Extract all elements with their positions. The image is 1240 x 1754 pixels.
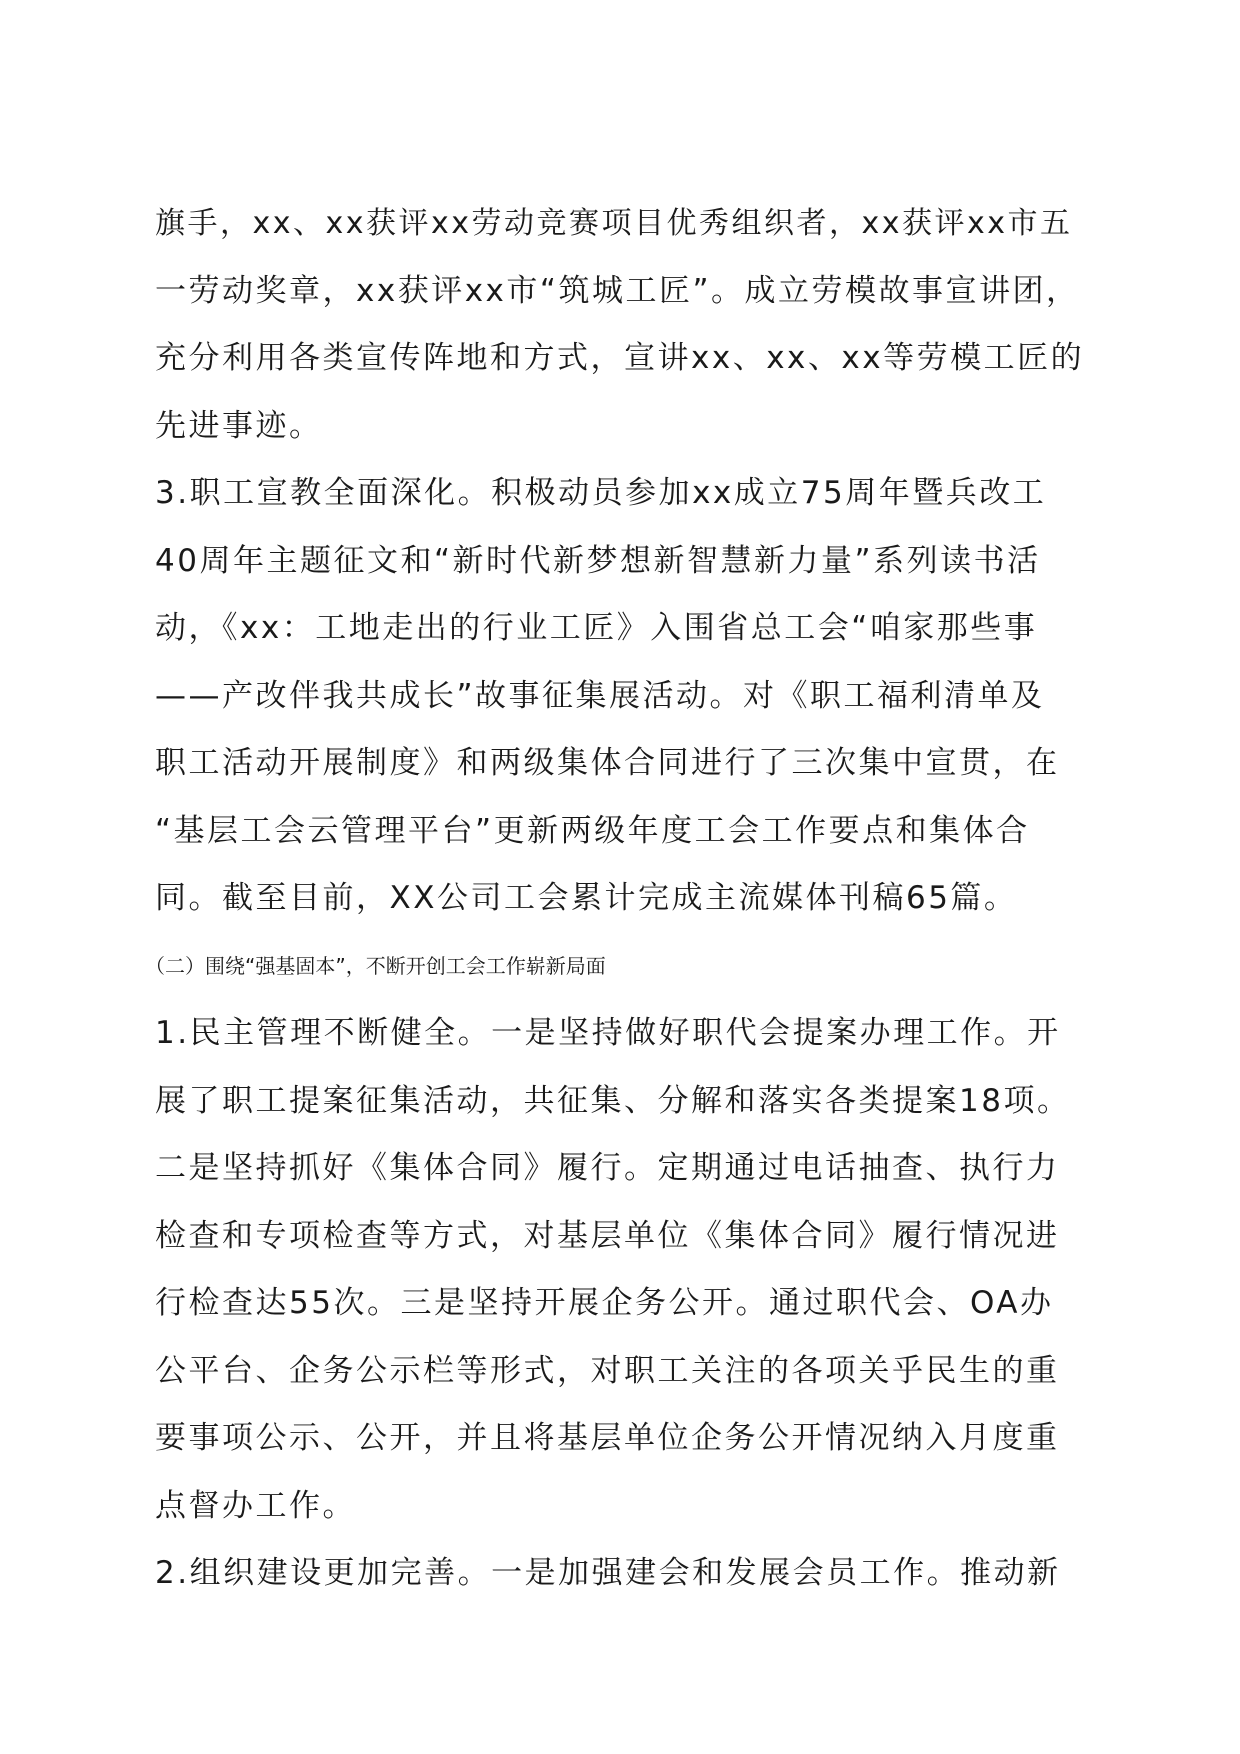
text-line: 3.职工宣教全面深化。积极动员参加xx成立75周年暨兵改工 <box>155 475 1047 511</box>
text-line: 行检查达55次。三是坚持开展企务公开。通过职代会、OA办 <box>155 1285 1054 1321</box>
text-line: 展了职工提案征集活动，共征集、分解和落实各类提案18项。 <box>155 1082 1071 1119</box>
text-line: 点督办工作。 <box>155 1487 356 1524</box>
text-line: 1.民主管理不断健全。一是坚持做好职代会提案办理工作。开 <box>155 1015 1061 1051</box>
body-text <box>145 190 1085 1608</box>
text-line: 动，《xx：工地走出的行业工匠》入围省总工会“咱家那些事 <box>155 610 1038 646</box>
text-line: 一劳动奖章，xx获评xx市“筑城工匠”。成立劳模故事宣讲团， <box>155 272 1080 309</box>
text-line: 公平台、企务公示栏等形式，对职工关注的各项关乎民生的重 <box>155 1352 1060 1389</box>
text-line: 40周年主题征文和“新时代新梦想新智慧新力量”系列读书活 <box>155 542 1041 579</box>
text-line: 职工活动开展制度》和两级集体合同进行了三次集中宣贯，在 <box>155 745 1060 781</box>
text-line: 充分利用各类宣传阵地和方式，宣讲xx、xx、xx等劳模工匠的 <box>155 340 1085 376</box>
text-line: “基层工会云管理平台”更新两级年度工会工作要点和集体合 <box>155 812 1030 849</box>
section-heading: （二）围绕“强基固本”，不断开创工会工作崭新局面 <box>145 953 606 978</box>
text-line: 二是坚持抓好《集体合同》履行。定期通过电话抽查、执行力 <box>155 1150 1060 1186</box>
text-line: 同。截至目前，XX公司工会累计完成主流媒体刊稿65篇。 <box>155 880 1018 916</box>
text-line: 2.组织建设更加完善。一是加强建会和发展会员工作。推动新 <box>155 1555 1061 1591</box>
text-line: ——产改伴我共成长”故事征集展活动。对《职工福利清单及 <box>155 677 1045 714</box>
text-line: 检查和专项检查等方式，对基层单位《集体合同》履行情况进 <box>155 1217 1060 1254</box>
text-line: 先进事迹。 <box>155 407 323 444</box>
text-line: 要事项公示、公开，并且将基层单位企务公开情况纳入月度重 <box>155 1420 1060 1456</box>
text-line: 旗手，xx、xx获评xx劳动竞赛项目优秀组织者，xx获评xx市五 <box>155 206 1073 241</box>
